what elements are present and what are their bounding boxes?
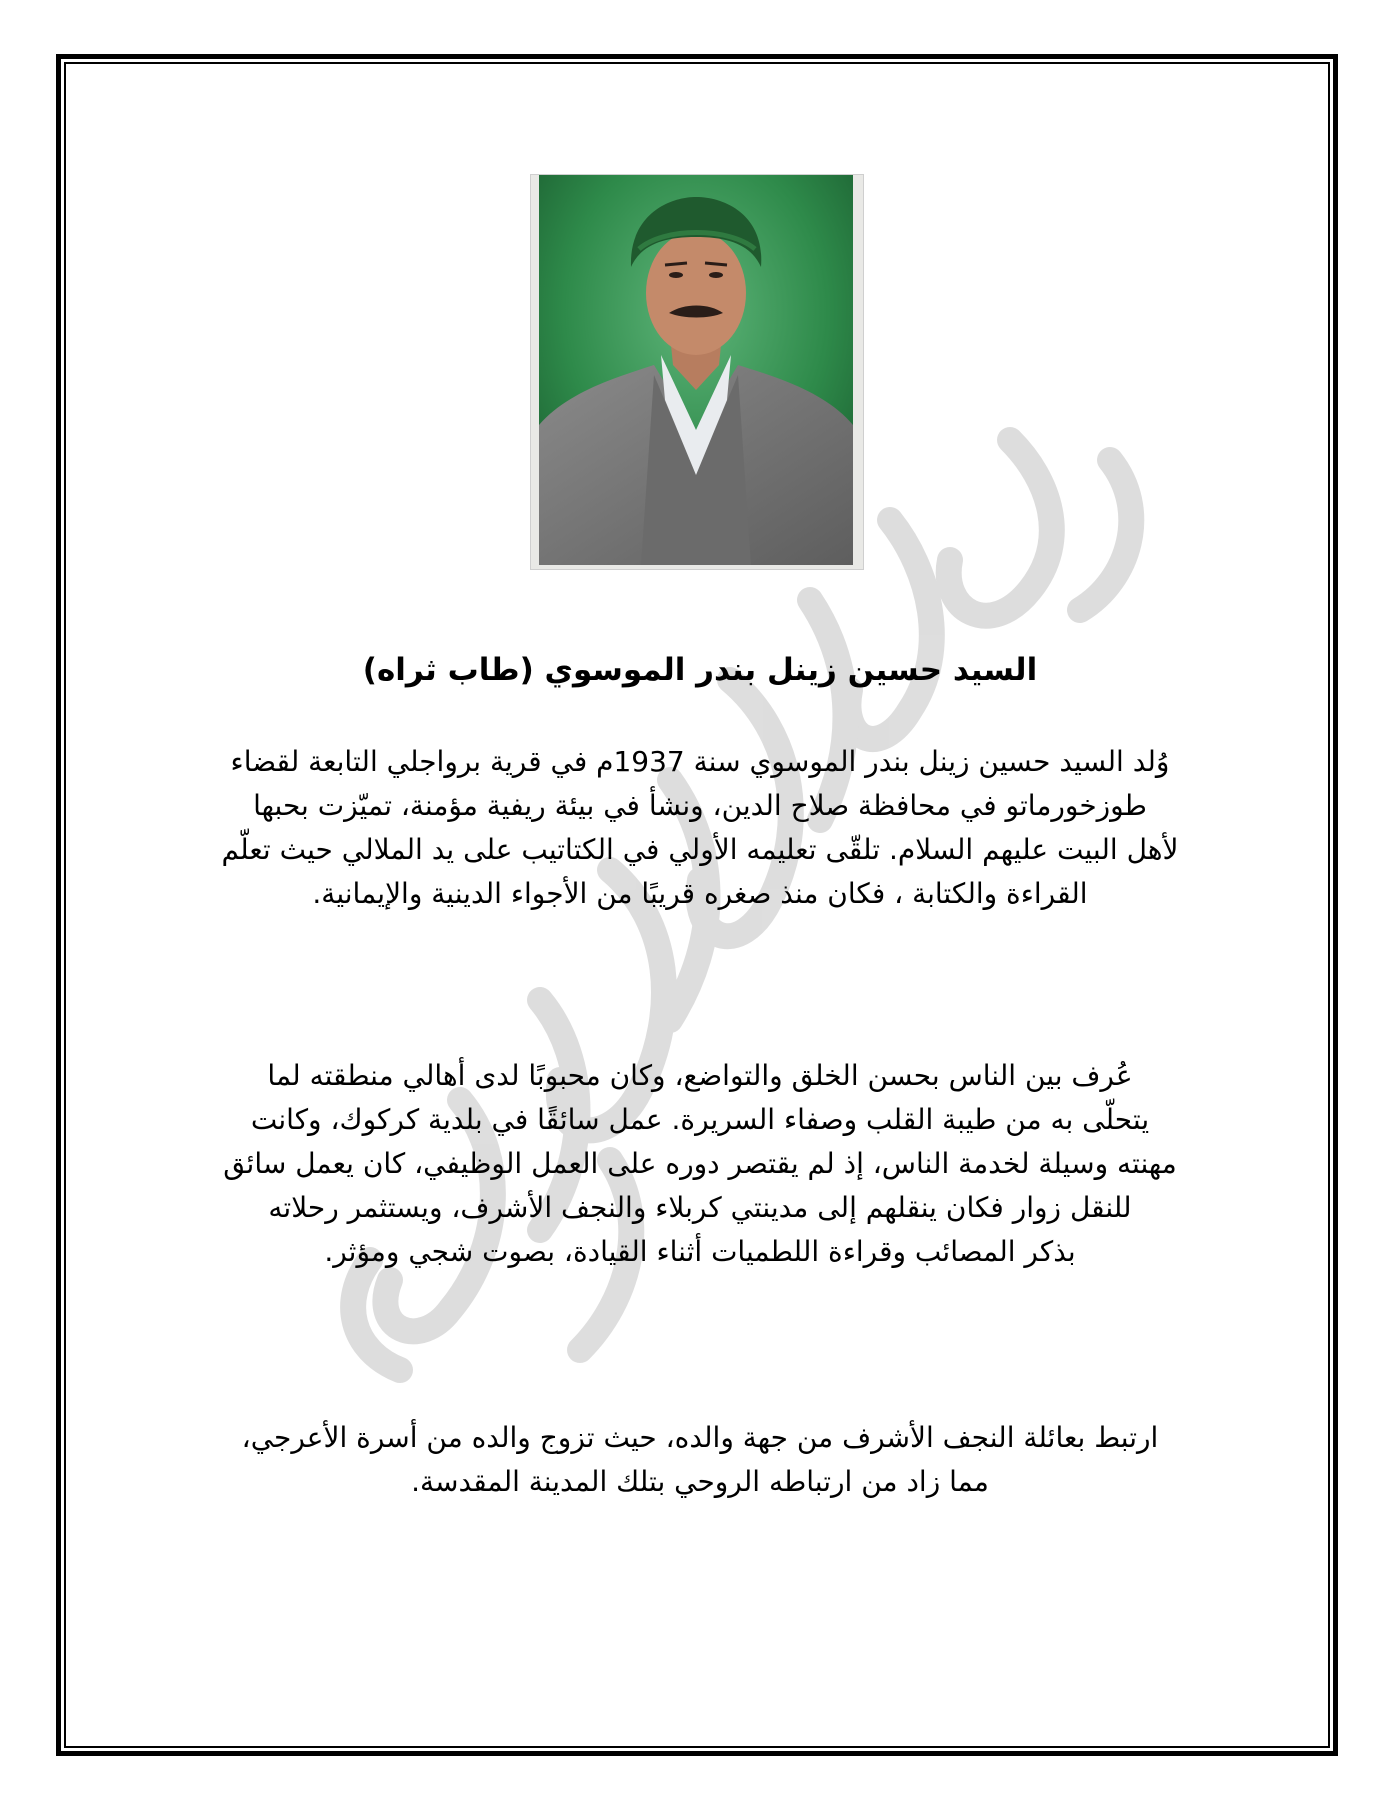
- paragraph-2-line-2: يتحلّى به من طيبة القلب وصفاء السريرة. عمل سائقًا في بلدية كركوك، وكانت: [250, 1103, 1150, 1136]
- paragraph-2-line-3: مهنته وسيلة لخدمة الناس، إذ لم يقتصر دوره على العمل الوظيفي، كان يعمل سائق: [223, 1147, 1177, 1180]
- paragraph-1-line-4: القراءة والكتابة ، فكان منذ صغره قريبًا من الأجواء الدينية والإيمانية.: [312, 877, 1088, 910]
- paragraph-1-line-3: لأهل البيت عليهم السلام. تلقّى تعليمه الأولي في الكتاتيب على يد الملالي حيث تعلّم: [221, 833, 1179, 866]
- page-title: السيد حسين زينل بندر الموسوي (طاب ثراه): [362, 652, 1038, 688]
- paragraph-1-line-1: وُلد السيد حسين زينل بندر الموسوي سنة 1937م في قرية برواجلي التابعة لقضاء: [230, 745, 1170, 778]
- paragraph-1-line-2: طوزخورماتو في محافظة صلاح الدين، ونشأ في بيئة ريفية مؤمنة، تميّزت بحبها: [253, 789, 1147, 822]
- portrait-illustration: [530, 175, 863, 570]
- paragraph-2: [160, 1054, 1240, 1274]
- portrait-photo: [530, 174, 864, 570]
- paragraph-2-line-4: للنقل زوار فكان ينقلهم إلى مدينتي كربلاء والنجف الأشرف، ويستثمر رحلاته: [268, 1191, 1132, 1224]
- paragraph-3: [160, 1416, 1240, 1504]
- paragraph-3-line-1: ارتبط بعائلة النجف الأشرف من جهة والده، حيث تزوج والده من أسرة الأعرجي،: [241, 1421, 1159, 1454]
- paragraph-3-line-2: مما زاد من ارتباطه الروحي بتلك المدينة المقدسة.: [411, 1465, 989, 1498]
- paragraph-1: [160, 740, 1240, 916]
- paragraph-2-line-5: بذكر المصائب وقراءة اللطميات أثناء القيادة، بصوت شجي ومؤثر.: [324, 1235, 1076, 1268]
- paragraph-2-line-1: عُرف بين الناس بحسن الخلق والتواضع، وكان محبوبًا لدى أهالي منطقته لما: [267, 1059, 1133, 1092]
